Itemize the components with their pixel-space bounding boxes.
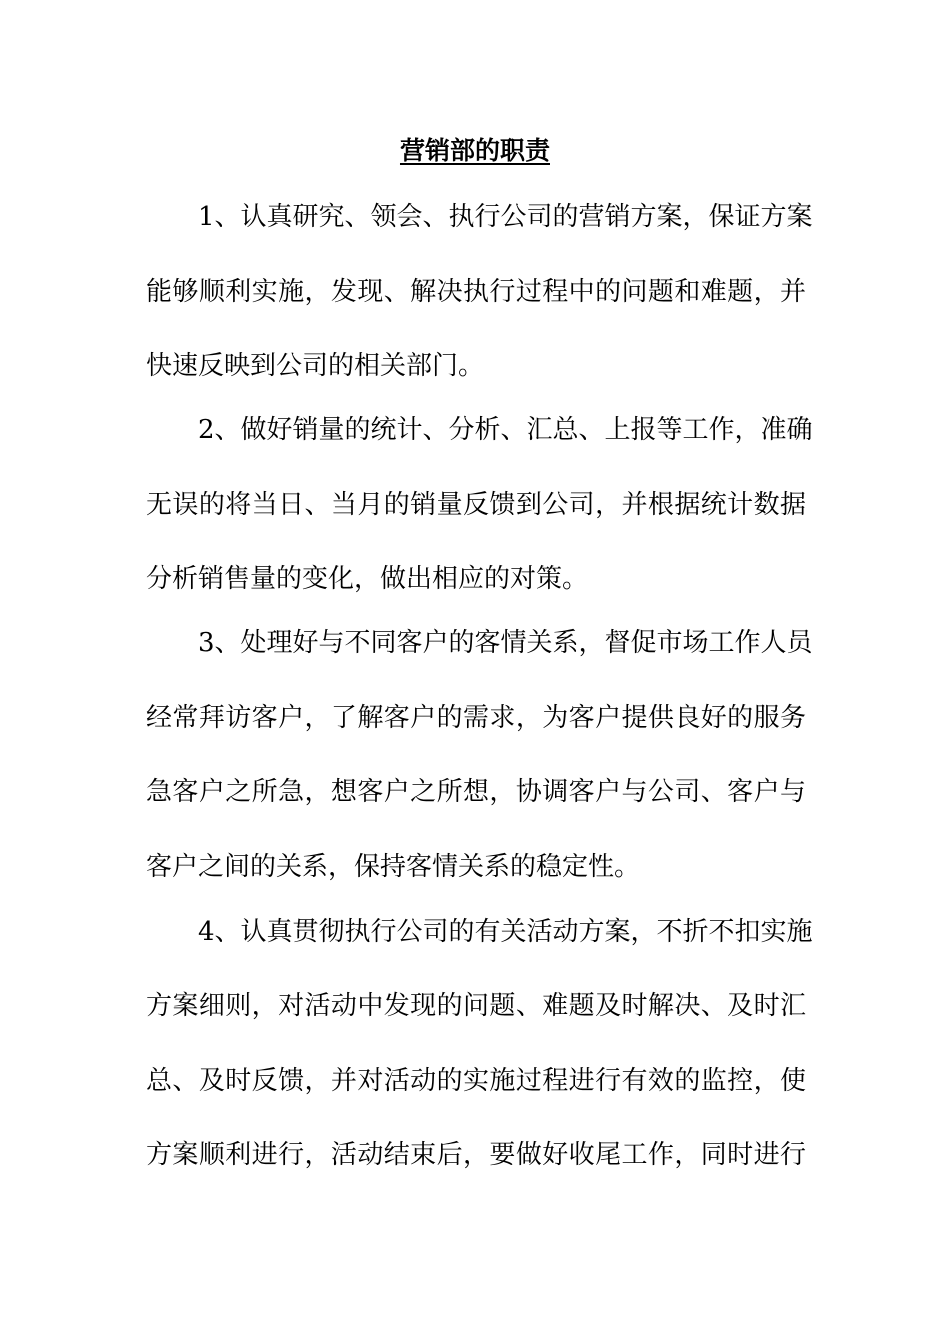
paragraph-3-line-1: 3、处理好与不同客户的客情关系，督促市场工作人员 <box>198 628 813 658</box>
paragraph-2-line-1: 2、做好销量的统计、分析、汇总、上报等工作，准确 <box>198 415 813 445</box>
paragraph-1-line-2: 能够顺利实施，发现、解决执行过程中的问题和难题，并 <box>146 277 806 307</box>
paragraph-1-line-1: 1、认真研究、领会、执行公司的营销方案，保证方案 <box>198 202 813 232</box>
paragraph-3-line-4: 客户之间的关系，保持客情关系的稳定性。 <box>146 852 641 882</box>
paragraph-3-line-2: 经常拜访客户，了解客户的需求，为客户提供良好的服务 <box>146 703 806 733</box>
paragraph-4-line-1: 4、认真贯彻执行公司的有关活动方案，不折不扣实施 <box>198 917 813 947</box>
paragraph-3-line-3: 急客户之所急，想客户之所想，协调客户与公司、客户与 <box>146 777 806 807</box>
paragraph-4-line-3: 总、及时反馈，并对活动的实施过程进行有效的监控，使 <box>146 1066 806 1096</box>
paragraph-2-line-2: 无误的将当日、当月的销量反馈到公司，并根据统计数据 <box>146 490 806 520</box>
paragraph-4-line-4: 方案顺利进行，活动结束后，要做好收尾工作，同时进行 <box>146 1140 806 1170</box>
document-title: 营销部的职责 <box>399 136 550 165</box>
paragraph-4-line-2: 方案细则，对活动中发现的问题、难题及时解决、及时汇 <box>146 991 806 1021</box>
paragraph-2-line-3: 分析销售量的变化，做出相应的对策。 <box>146 564 589 594</box>
paragraph-1-line-3: 快速反映到公司的相关部门。 <box>146 351 485 381</box>
